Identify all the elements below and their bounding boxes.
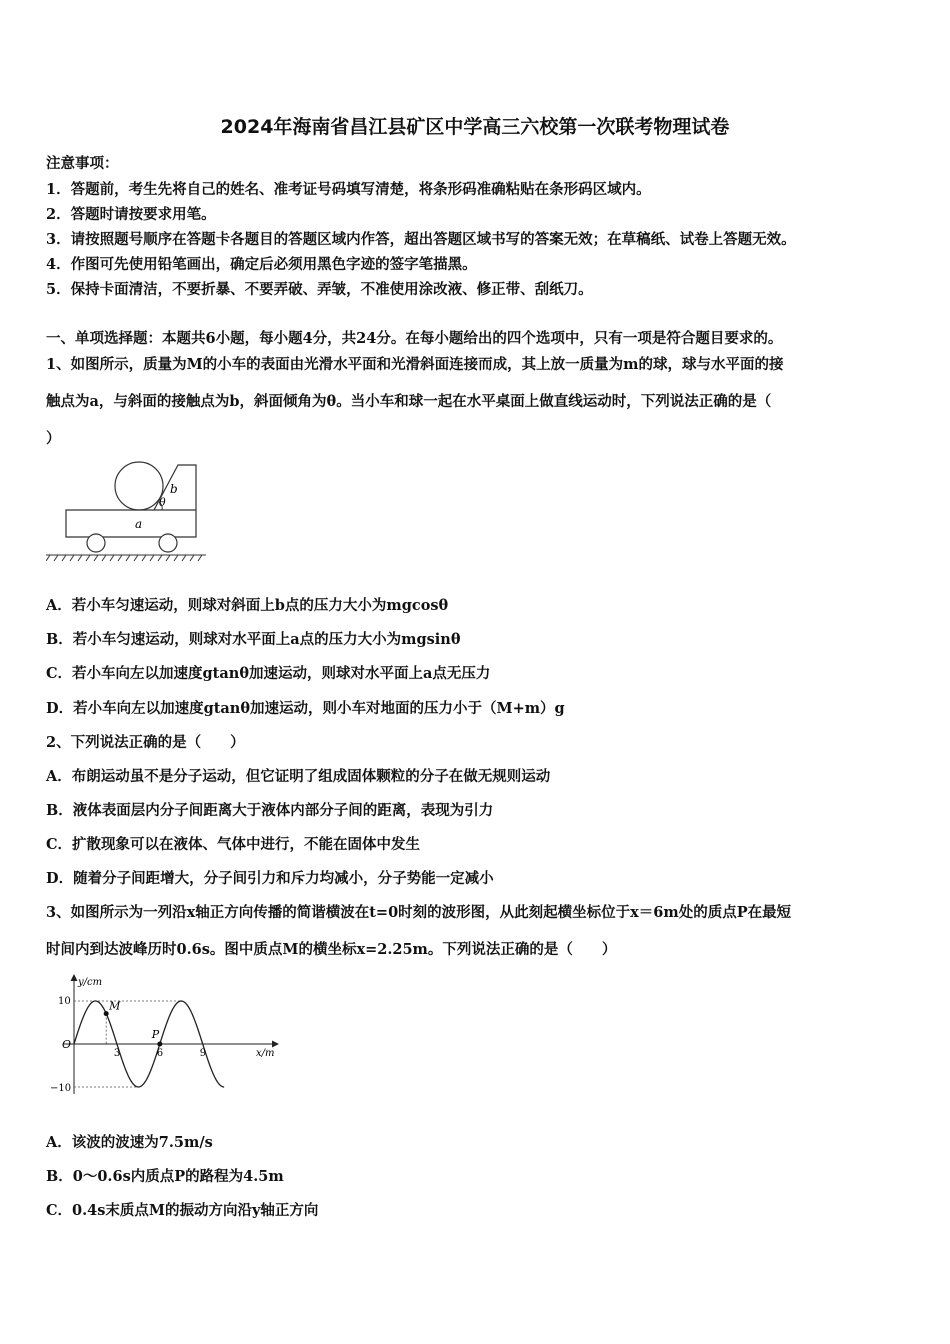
cart-figure: [46, 455, 216, 565]
page-title: 2024年海南省昌江县矿区中学高三六校第一次联考物理试卷: [220, 116, 730, 138]
x-tick-label: 6: [156, 1048, 164, 1059]
wheel: [159, 534, 177, 552]
q1-stem-line: ）: [46, 430, 61, 447]
cart-body: [66, 510, 196, 537]
ground: [46, 555, 206, 561]
y-axis-label: y/cm: [78, 977, 103, 988]
notice-item: 1．答题前，考生先将自己的姓名、准考证号码填写清楚，将条形码准确粘贴在条形码区域内。: [46, 181, 651, 198]
x-tick-label: 9: [199, 1048, 207, 1059]
q2-option-a: A．布朗运动虽不是分子运动，但它证明了组成固体颗粒的分子在做无规则运动: [46, 768, 551, 785]
label-b: b: [170, 482, 178, 496]
q1-option-c: C．若小车向左以加速度gtanθ加速运动，则球对水平面上a点无压力: [46, 665, 491, 682]
wheel: [87, 534, 105, 552]
label-M: M: [109, 999, 121, 1013]
q3-option-c: C．0.4s末质点M的振动方向沿y轴正方向: [46, 1202, 319, 1219]
label-a: a: [135, 517, 143, 531]
q3-stem-line: 时间内到达波峰历时0.6s。图中质点M的横坐标x=2.25m。下列说法正确的是（ ）: [46, 941, 617, 958]
label-P: P: [151, 1028, 160, 1041]
q3-option-a: A．该波的波速为7.5m/s: [46, 1134, 213, 1151]
notice-item: 4．作图可先使用铅笔画出，确定后必须用黑色字迹的签字笔描黑。: [46, 256, 477, 273]
point-P: [157, 1042, 162, 1047]
q3-stem-line: 3、如图所示为一列沿x轴正方向传播的简谐横波在t=0时刻的波形图，从此刻起横坐标位于x＝6m处的质点P在最短: [46, 904, 792, 921]
point-M: [104, 1011, 109, 1016]
y-tick-label: −10: [50, 1083, 72, 1094]
y-tick-label: 10: [58, 996, 71, 1007]
q3-option-b: B．0～0.6s内质点P的路程为4.5m: [46, 1168, 284, 1185]
q2-stem: 2、下列说法正确的是（ ）: [46, 734, 245, 751]
x-tick-label: 3: [113, 1048, 121, 1059]
q2-option-c: C．扩散现象可以在液体、气体中进行，不能在固体中发生: [46, 836, 421, 853]
q1-stem-line: 触点为a，与斜面的接触点为b，斜面倾角为θ。当小车和球一起在水平桌面上做直线运动时，下列说法正确的是（: [46, 393, 772, 410]
q1-option-b: B．若小车匀速运动，则球对水平面上a点的压力大小为mgsinθ: [46, 631, 461, 648]
q1-option-a: A．若小车匀速运动，则球对斜面上b点的压力大小为mgcosθ: [46, 597, 449, 614]
q1-stem-line: 1、如图所示，质量为M的小车的表面由光滑水平面和光滑斜面连接而成，其上放一质量为m的球，球与水平面的接: [46, 356, 784, 373]
notice-item: 3．请按照题号顺序在答题卡各题目的答题区域内作答，超出答题区域书写的答案无效；在草稿纸、试卷上答题无效。: [46, 231, 796, 248]
q2-option-d: D．随着分子间距增大，分子间引力和斥力均减小，分子势能一定减小: [46, 870, 494, 887]
origin-label: O: [62, 1038, 72, 1051]
notice-heading: 注意事项：: [46, 155, 119, 172]
q1-option-d: D．若小车向左以加速度gtanθ加速运动，则小车对地面的压力小于（M+m）g: [46, 700, 565, 717]
q2-option-b: B．液体表面层内分子间距离大于液体内部分子间的距离，表现为引力: [46, 802, 494, 819]
notice-item: 5．保持卡面清洁，不要折暴、不要弄破、弄皱，不准使用涂改液、修正带、刮纸刀。: [46, 281, 593, 298]
ball: [115, 462, 163, 510]
wave-graph: [46, 972, 286, 1097]
notice-item: 2．答题时请按要求用笔。: [46, 206, 216, 223]
section-heading: 一、单项选择题：本题共6小题，每小题4分，共24分。在每小题给出的四个选项中，只有一项是符合题目要求的。: [46, 330, 783, 347]
label-theta: θ: [159, 496, 166, 509]
x-axis-label: x/m: [256, 1048, 275, 1059]
